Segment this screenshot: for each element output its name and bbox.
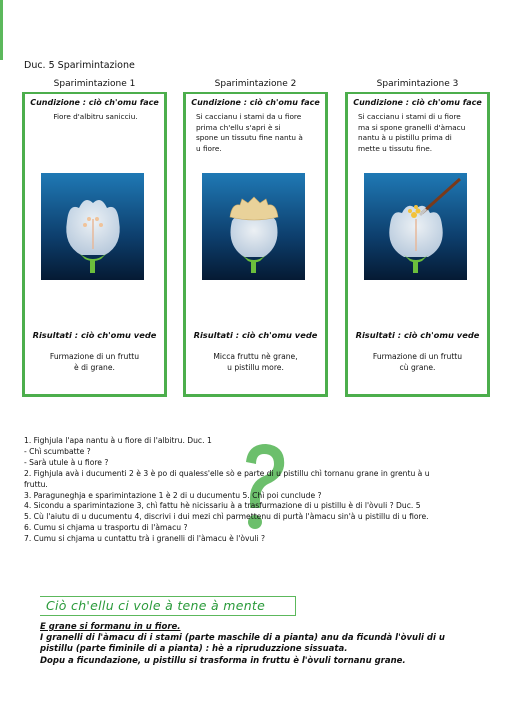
remember-line: Dopu a ficundazione, u pistillu si trasforma in fruttu è l'òvuli tornanu grane. <box>40 655 406 666</box>
question-line: 5. Cù l'aiutu di u ducumentu 4, discrivi i dui mezi chì parmettenu di purtà l'àmacu sin'à u pistillu di u fiore. <box>24 512 429 522</box>
flower-photo-1 <box>41 173 144 280</box>
remember-summary <box>40 622 480 667</box>
flower-photo-3 <box>364 173 467 280</box>
panel-title-1: Sparimintazione 1 <box>50 79 140 89</box>
remember-title: Ciò ch'ellu ci vole à tene à mente <box>46 598 266 613</box>
result-text-1: Furmazione di un fruttu è di grane. <box>49 352 140 372</box>
condition-text-2: Si caccianu i stami da u fiore prima ch'ellu s'apri è si spone un tissutu fine nantu à u fiore. <box>196 112 303 153</box>
result-text-2: Micca fruttu nè grane, u pistillu more. <box>213 352 298 372</box>
panel-title-3: Sparimintazione 3 <box>373 79 463 89</box>
question-line: 2. Fighjula avà i ducumenti 2 è 3 è po di qualess'elle sò e parte di u pistillu chì tornanu grane in grentu à u <box>24 468 430 478</box>
question-line: 4. Sicondu a sparimintazione 3, chì fattu hè nicissariu à a trasfurmazione di u pistillu è di l'òvuli ? Duc. 5 <box>24 501 421 511</box>
condition-text-3: Si caccianu i stami di u fiore ma si spone granelli d'àmacu nantu à u pistillu prima di mette u tissutu fine. <box>358 112 466 153</box>
condition-label-2: Cundizione : ciò ch'omu face <box>191 98 320 107</box>
document-title: Duc. 5 Sparimintazione <box>24 60 135 71</box>
condition-label-3: Cundizione : ciò ch'omu face <box>353 98 482 107</box>
result-text-3: Furmazione di un fruttu cù grane. <box>372 352 463 372</box>
question-line: 6. Cumu si chjama u trasportu di l'àmacu ? <box>24 523 188 533</box>
green-edge-strip <box>0 0 3 60</box>
question-line: - Chì scumbatte ? <box>24 446 91 456</box>
result-label-2: Risultati : ciò ch'omu vede <box>193 330 318 340</box>
remember-line: pistillu (parte fiminile di a pianta) : hè a ripruduzzione sissuata. <box>40 644 348 655</box>
question-line: 3. Paraguneghja e sparimintazione 1 è 2 di u ducumentu 5. Chì poi cunclude ? <box>24 490 322 500</box>
questions-list <box>24 436 494 545</box>
panel-title-2: Sparimintazione 2 <box>211 79 301 89</box>
question-line: fruttu. <box>24 479 48 489</box>
result-label-3: Risultati : ciò ch'omu vede <box>355 330 480 340</box>
experiment-panel-1 <box>22 79 167 397</box>
question-line: - Sarà utule à u fiore ? <box>24 457 109 467</box>
question-line: 7. Cumu si chjama u cuntattu trà i granelli di l'àmacu è l'òvuli ? <box>24 534 265 544</box>
condition-label-1: Cundizione : ciò ch'omu face <box>30 98 159 107</box>
result-label-1: Risultati : ciò ch'omu vede <box>32 330 157 340</box>
experiment-panel-3 <box>345 79 490 397</box>
remember-lead: E grane si formanu in u fiore. <box>40 622 181 632</box>
condition-text-1: Fiore d'albitru sanicciu. <box>53 112 138 121</box>
question-line: 1. Fighjula l'apa nantu à u fiore di l'albitru. Duc. 1 <box>24 436 212 445</box>
flower-photo-2 <box>202 173 305 280</box>
experiment-panel-2 <box>183 79 328 397</box>
remember-line: I granelli di l'àmacu di i stami (parte maschile di a pianta) anu da ficundà l'òvuli di u <box>40 633 445 644</box>
